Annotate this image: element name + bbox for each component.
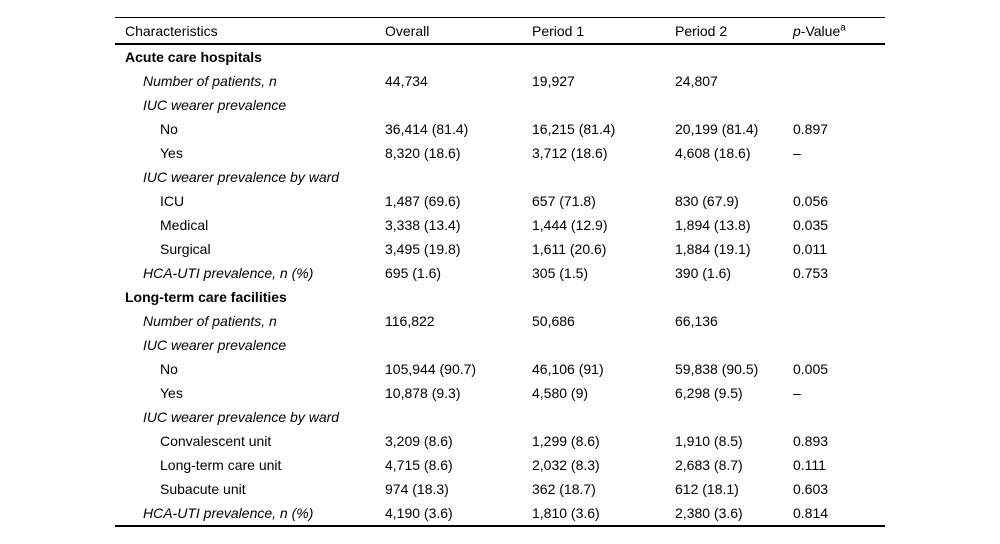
col-header-characteristics: Characteristics	[115, 18, 385, 45]
cell-pvalue: 0.005	[793, 361, 829, 377]
row-label: IUC wearer prevalence	[143, 97, 287, 113]
row-label: HCA-UTI prevalence, n (%)	[143, 265, 314, 281]
cell-period2: 6,298 (9.5)	[675, 385, 743, 401]
cell-period1: 1,611 (20.6)	[532, 241, 607, 257]
row-label: IUC wearer prevalence by ward	[143, 409, 340, 425]
cell-period2: 2,683 (8.7)	[675, 457, 743, 473]
cell-overall: 44,734	[385, 73, 428, 89]
row-label: Surgical	[160, 241, 211, 257]
row-label: IUC wearer prevalence	[143, 337, 287, 353]
cell-period1	[532, 405, 675, 429]
cell-pvalue: 0.011	[793, 241, 827, 257]
cell-period2: 1,894 (13.8)	[675, 217, 751, 233]
cell-period1: 305 (1.5)	[532, 265, 589, 281]
cell-period1: 46,106 (91)	[532, 361, 604, 377]
cell-period2	[675, 405, 793, 429]
row-label: ICU	[160, 193, 185, 209]
cell-overall: 1,487 (69.6)	[385, 193, 461, 209]
cell-pvalue: 0.897	[793, 121, 829, 137]
cell-period2	[675, 44, 793, 69]
cell-pvalue	[793, 405, 885, 429]
cell-overall: 36,414 (81.4)	[385, 121, 469, 137]
cell-pvalue: 0.035	[793, 217, 829, 233]
cell-period2: 59,838 (90.5)	[675, 361, 759, 377]
table-row	[115, 117, 885, 141]
cell-pvalue	[793, 165, 885, 189]
cell-pvalue: 0.056	[793, 193, 829, 209]
row-label: Yes	[160, 385, 183, 401]
cell-period1: 19,927	[532, 73, 575, 89]
cell-overall	[385, 333, 532, 357]
cell-period1: 3,712 (18.6)	[532, 145, 608, 161]
cell-period1: 1,810 (3.6)	[532, 505, 600, 521]
cell-pvalue: 0.814	[793, 505, 829, 521]
col-header-overall: Overall	[385, 18, 532, 45]
cell-overall	[385, 165, 532, 189]
table-row	[115, 357, 885, 381]
pvalue-italic-p: p	[793, 22, 801, 39]
cell-period2: 830 (67.9)	[675, 193, 739, 209]
row-label: Subacute unit	[160, 481, 246, 497]
cell-overall: 695 (1.6)	[385, 265, 442, 281]
cell-overall: 4,190 (3.6)	[385, 505, 453, 521]
cell-pvalue	[793, 333, 885, 357]
table-row	[115, 285, 885, 309]
cell-pvalue	[793, 44, 885, 69]
cell-pvalue	[793, 69, 885, 93]
row-label: No	[160, 121, 178, 137]
cell-period2	[675, 333, 793, 357]
cell-period2: 4,608 (18.6)	[675, 145, 751, 161]
cell-overall: 4,715 (8.6)	[385, 457, 453, 473]
cell-overall: 3,338 (13.4)	[385, 217, 461, 233]
cell-period1	[532, 165, 675, 189]
cell-period1: 1,444 (12.9)	[532, 217, 608, 233]
col-header-period2: Period 2	[675, 18, 793, 45]
col-header-period1: Period 1	[532, 18, 675, 45]
cell-period2: 612 (18.1)	[675, 481, 739, 497]
row-label: IUC wearer prevalence by ward	[143, 169, 340, 185]
cell-overall: 3,495 (19.8)	[385, 241, 461, 257]
cell-period1: 657 (71.8)	[532, 193, 596, 209]
cell-period1	[532, 93, 675, 117]
pvalue-footnote-marker: a	[840, 21, 846, 33]
cell-pvalue: –	[793, 385, 801, 401]
cell-period2: 390 (1.6)	[675, 265, 732, 281]
cell-overall: 8,320 (18.6)	[385, 145, 461, 161]
cell-period2: 20,199 (81.4)	[675, 121, 759, 137]
table-row	[115, 309, 885, 333]
cell-period1: 50,686	[532, 313, 575, 329]
table-row	[115, 93, 885, 117]
cell-period1	[532, 333, 675, 357]
table-row	[115, 44, 885, 69]
cell-pvalue	[793, 93, 885, 117]
cell-period1: 4,580 (9)	[532, 385, 589, 401]
cell-period1	[532, 44, 675, 69]
table-row	[115, 165, 885, 189]
cell-period2: 66,136	[675, 313, 718, 329]
cell-period2	[675, 285, 793, 309]
cell-period1: 2,032 (8.3)	[532, 457, 600, 473]
table-row	[115, 501, 885, 526]
table-row	[115, 381, 885, 405]
pvalue-rest: -Value	[800, 22, 841, 39]
row-label: Long-term care facilities	[125, 289, 287, 305]
table-body	[115, 44, 885, 526]
cell-period2: 2,380 (3.6)	[675, 505, 743, 521]
table-row	[115, 405, 885, 429]
row-label: Acute care hospitals	[125, 49, 262, 65]
cell-overall	[385, 44, 532, 69]
row-label: Convalescent unit	[160, 433, 272, 449]
col-header-pvalue	[793, 18, 885, 45]
cell-overall: 974 (18.3)	[385, 481, 449, 497]
cell-pvalue	[793, 309, 885, 333]
cell-period2: 1,910 (8.5)	[675, 433, 743, 449]
cell-period1	[532, 285, 675, 309]
table-row	[115, 189, 885, 213]
cell-overall: 10,878 (9.3)	[385, 385, 461, 401]
table-row	[115, 69, 885, 93]
cell-period2: 1,884 (19.1)	[675, 241, 751, 257]
cell-period1: 1,299 (8.6)	[532, 433, 600, 449]
cell-period2	[675, 93, 793, 117]
cell-period2	[675, 165, 793, 189]
paper-table	[115, 17, 885, 527]
cell-period2: 24,807	[675, 73, 718, 89]
cell-pvalue	[793, 285, 885, 309]
cell-pvalue: 0.753	[793, 265, 829, 281]
table-row	[115, 261, 885, 285]
table-row	[115, 213, 885, 237]
cell-pvalue: 0.893	[793, 433, 829, 449]
cell-overall	[385, 405, 532, 429]
table-row	[115, 333, 885, 357]
cell-overall	[385, 93, 532, 117]
row-label: Number of patients, n	[143, 73, 277, 89]
cell-period1: 16,215 (81.4)	[532, 121, 616, 137]
row-label: HCA-UTI prevalence, n (%)	[143, 505, 314, 521]
cell-overall	[385, 285, 532, 309]
table-row	[115, 453, 885, 477]
row-label: Long-term care unit	[160, 457, 282, 473]
cell-overall: 116,822	[385, 313, 435, 329]
table-row	[115, 477, 885, 501]
row-label: Yes	[160, 145, 183, 161]
table-header-row	[115, 18, 885, 45]
row-label: Number of patients, n	[143, 313, 277, 329]
cell-pvalue: –	[793, 145, 801, 161]
row-label: No	[160, 361, 178, 377]
row-label: Medical	[160, 217, 209, 233]
cell-period1: 362 (18.7)	[532, 481, 596, 497]
cell-pvalue: 0.603	[793, 481, 829, 497]
table-row	[115, 237, 885, 261]
cell-pvalue: 0.111	[793, 457, 826, 473]
table-row	[115, 141, 885, 165]
table-row	[115, 429, 885, 453]
cell-overall: 3,209 (8.6)	[385, 433, 453, 449]
cell-overall: 105,944 (90.7)	[385, 361, 477, 377]
